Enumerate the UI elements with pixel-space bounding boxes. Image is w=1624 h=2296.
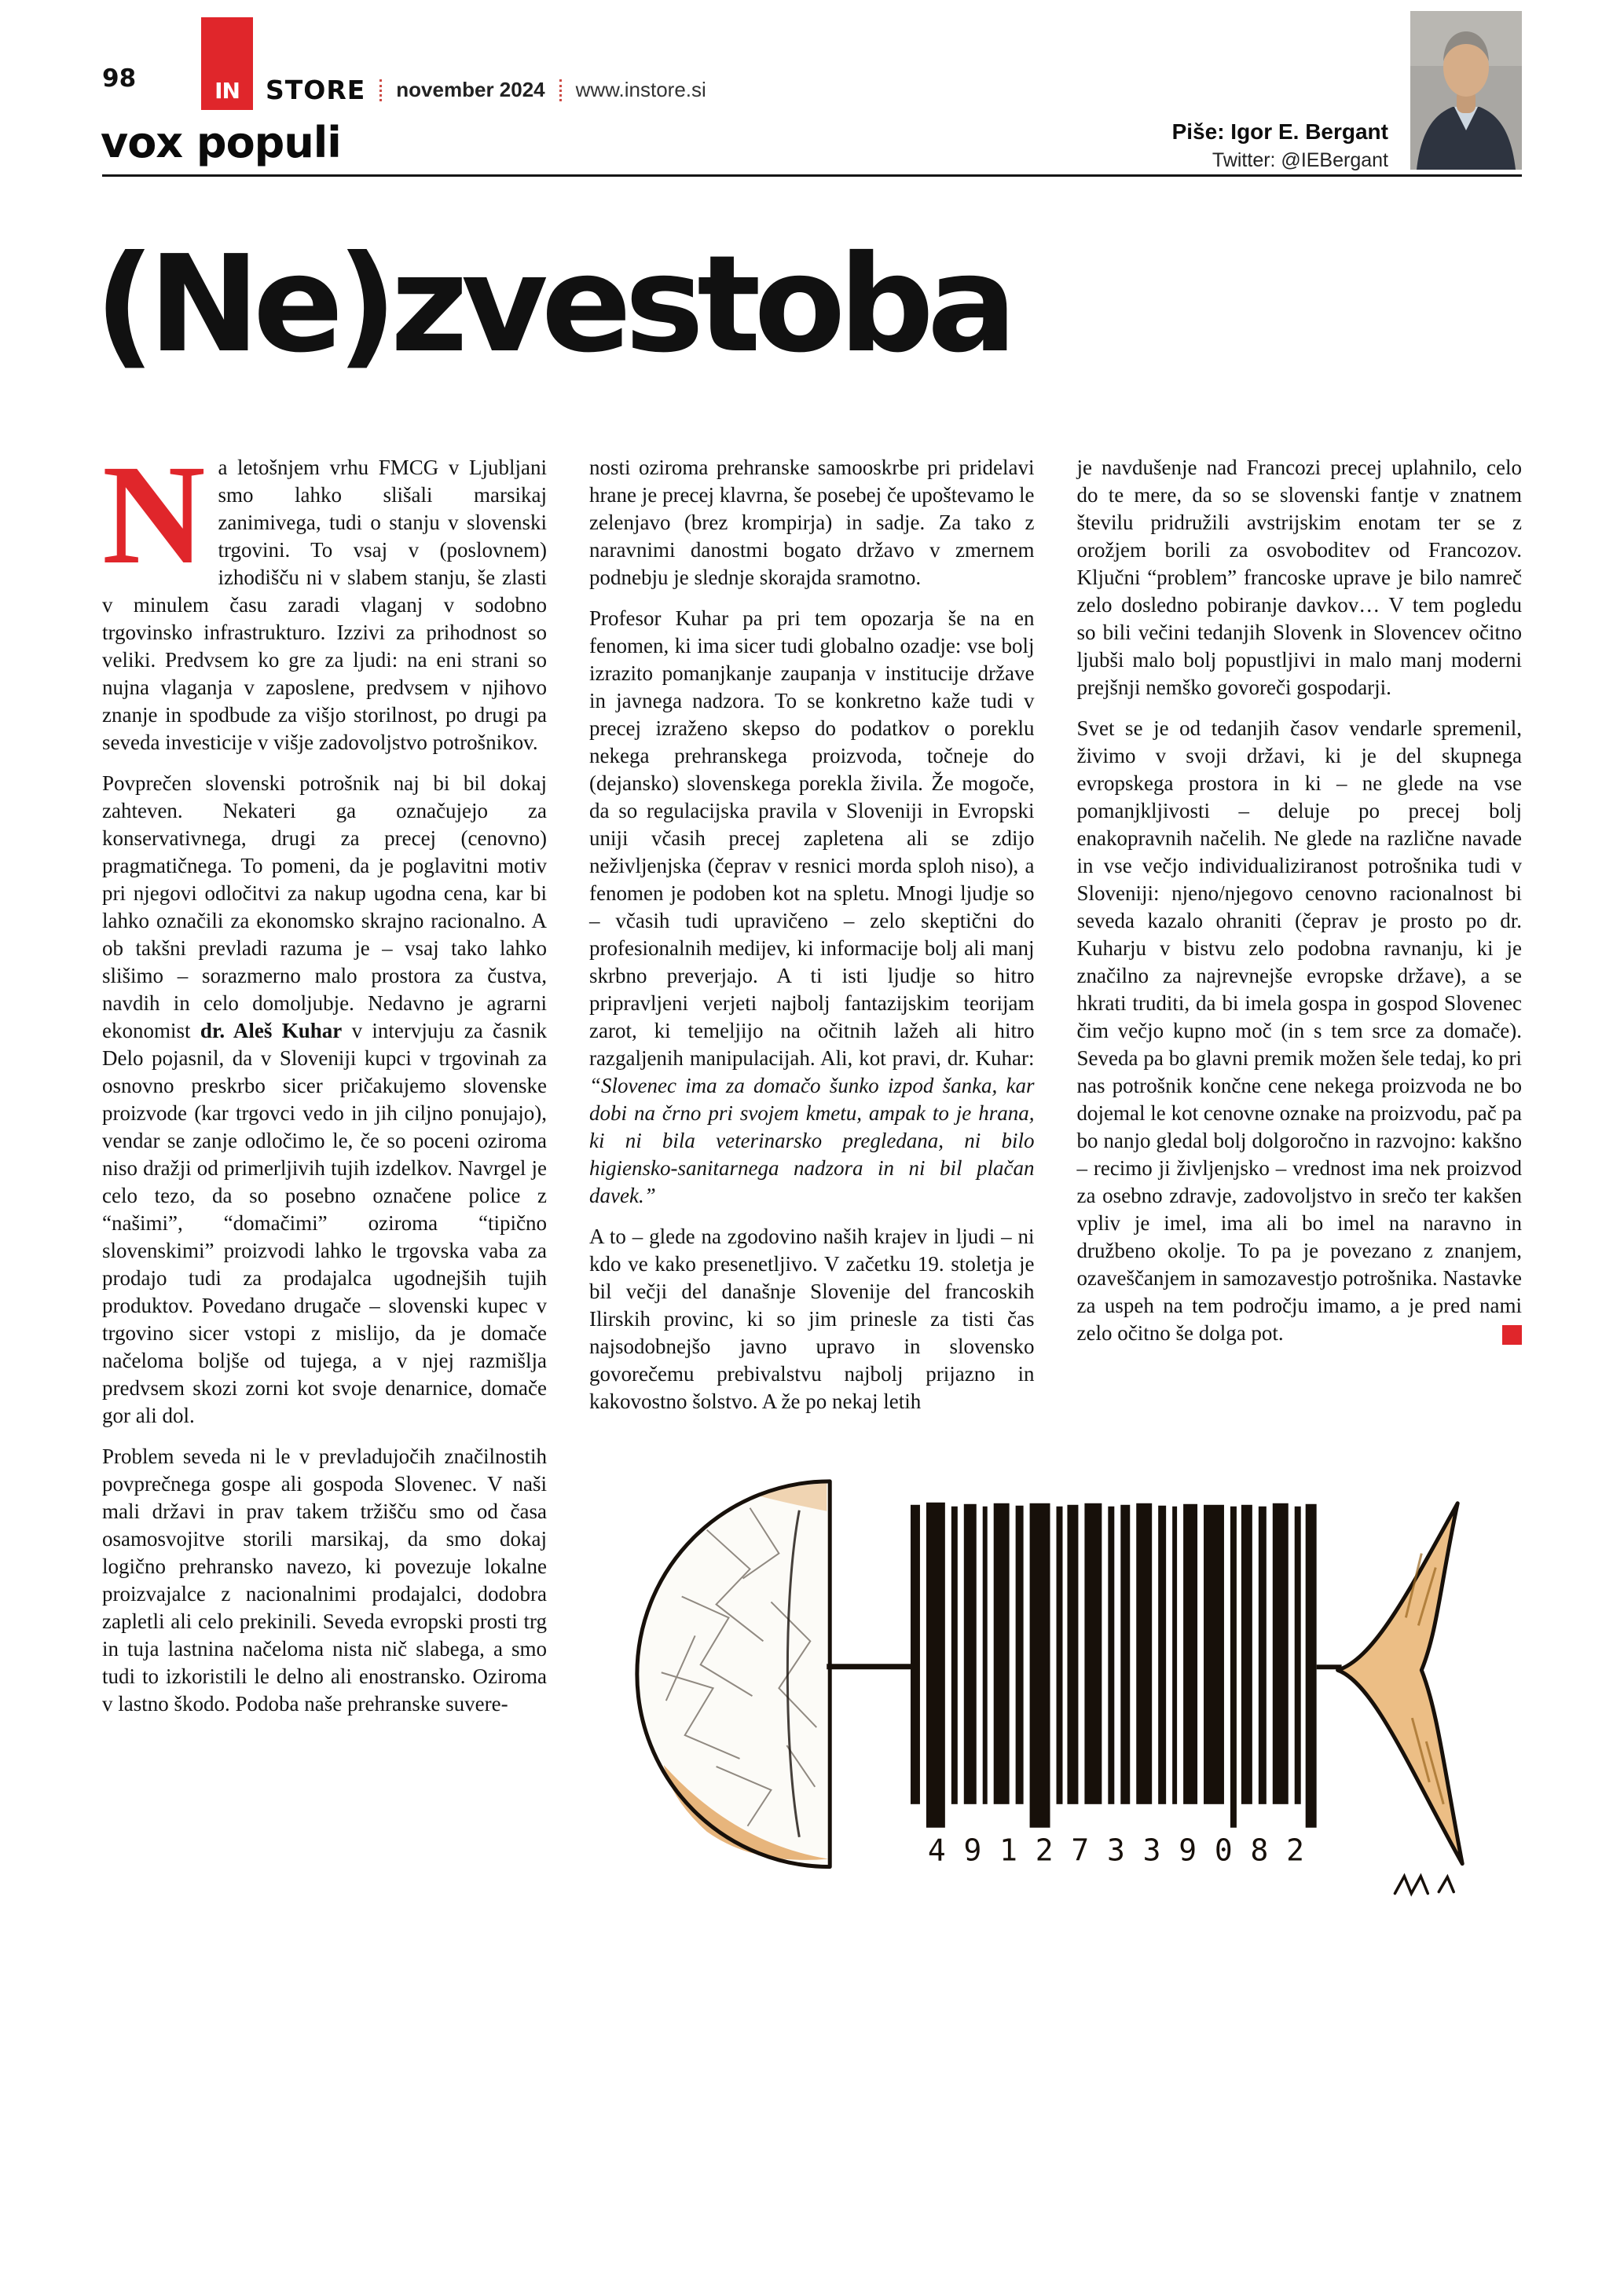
right-column-wrap [589,454,1522,2276]
author-name: Piše: Igor E. Bergant [1171,119,1388,144]
column-2 [589,454,1035,1415]
author-twitter: Twitter: @IEBergant [1212,149,1388,171]
text-run: nosti oziroma prehranske samooskrbe pri pridelavi hrane je precej klavrna, še posebej če upoštevamo le zelenjavo (brez krompirja) in sadje. Za tako z naravnimi danostmi bogato državo v zmernem podnebju je slednje skorajda sramotno. [589,456,1035,589]
paragraph [1077,715,1523,1347]
byline [1172,119,1388,172]
portrait-illustration [1410,11,1522,170]
website-url: www.instore.si [575,78,706,101]
fish-spine [827,1664,915,1669]
article-title: (Ne)zvestoba [94,227,1010,383]
instore-logo [201,17,706,110]
text-run: je navdušenje nad Francozi precej uplahnilo, celo do te mere, da so se slovenski fantje v znatnem številu pridružili avstrijskim enotam ter se z orožjem borili za osvoboditev od Francozov. Ključni “problem” francoske uprave je bilo namreč zelo dosledno pobiranje davkov… V tem pogledu so bili večini tedanjih Slovenk in Slovencev očitno ljubši malo bolj popustljivi in malo manj moderni prejšnji nemško govoreči gospodarji. [1076,456,1522,699]
text-run: Svet se je od tedanjih časov vendarle spremenil, živimo v svoji državi, ki je del skupnega evropskega prostora in ki – ne glede na vse pomanjkljivosti – deluje po precej bolj enakopravnih načelih. Ne glede na različne navade in vse večjo individualiziranost potrošnika tudi v Sloveniji: njeno/njegovo cenovno racionalnost bi seveda kazalo ohraniti (čeprav je prosto po dr. Kuharju v bistvu zelo podobna ravnanju, ki je značilno za najrevnejše evropske države), a se hkrati truditi, da bi imela gospa in gospod Slovenec čim večjo kupno moč (in s tem srce za domače). Seveda pa bo glavni premik možen šele tedaj, ko pri nas potrošnik končne cene nekega proizvoda ne bo dojemal le kot cenovne oznake na proizvodu, pač pa bo nanjo gledal bolj dolgoročno in razvojno: kakšno – recimo ji življenjsko – vrednost ima nek proizvod za osebno zdravje, zadovoljstvo in srečo ter kakšen vpliv je imel, ima ali bo imel na naravno in družbeno okolje. To pa je povezano z znanjem, ozaveščanjem in samozavestjo potrošnika. Nastavke za uspeh na tem področju imamo, a je pred nami zelo očitno še dolga pot. [1076,716,1522,1345]
paragraph [589,605,1035,1210]
masthead-row [266,75,706,110]
paragraph [102,770,547,1430]
paragraph [589,1223,1035,1415]
logo-in-text: IN [214,78,240,104]
logo-red-box [201,17,253,110]
section-title: vox populi [101,118,341,167]
logo-store-text: STORE [266,75,366,105]
page-number: 98 [102,64,137,93]
dropcap: N [102,454,206,594]
author-portrait [1410,11,1522,170]
column-3 [1077,454,1523,1415]
issue-date: november 2024 [396,78,545,101]
paragraph [589,454,1035,591]
barcode-fish-illustration [589,1436,1522,1906]
fish-svg [589,1436,1522,1906]
text-run: a letošnjem vrhu FMCG v Ljubljani smo lahko slišali marsikaj zanimivega, tudi o stanju v slovenski trgovini. To vsaj v (poslovnem) izhodišču ni v slabem stanju, še zlasti v minulem času zaradi vlaganj v sodobno trgovinsko infrastrukturo. Izzivi za prihodnost so veliki. Predvsem ko gre za ljudi: na eni strani so nujna vlaganja v zaposlene, predvsem v njihovo znanje in spodbude za višjo storilnost, po drugi pa seveda investicije v višje zadovoljstvo potrošnikov. [102,456,547,754]
text-run: Problem seveda ni le v prevladujočih značilnostih povprečnega gospe ali gospoda Slovenec. V naši mali državi in prav takem tržišču smo od časa osamosvojitve storili marsikaj, da smo dokaj logično prehransko navezo, ki povezuje lokalne proizvajalce z nacionalnimi prodajalci, dodobra zapletli ali celo prekinili. Seveda evropski prosti trg in tuja lastnina načeloma nista nič slabega, a smo tudi to izkoristili le delno ali enostransko. Oziroma v lastno škodo. Podoba naše prehranske suvere- [102,1445,547,1716]
text-run: Profesor Kuhar pa pri tem opozarja še na en fenomen, ki ima sicer tudi globalno ozadje: vse bolj izrazito pomanjkanje zaupanja v institucije države in javnega nadzora. To se konkretno kaže tudi v precej izraženo skepso do podatkov o poreklu nekega prehranskega proizvoda, točneje do (dejansko) slovenskega porekla živila. Že mogoče, da so regulacijska pravila v Sloveniji in Evropski uniji včasih precej zapletena ali se zdijo neživljenjska (čeprav v resnici morda sploh niso), a fenomen je podoben kot na spletu. Mnogi ljudje so – včasih tudi upravičeno – zelo skeptični do profesionalnih medijev, ki informacije bolj ali manj skrbno preverjajo. A ti isti ljudje so hitro pripravljeni verjeti najbolj fantazijskim teorijam zarot, ki temeljijo na očitnih lažeh ali hitro razgaljenih manipulacijah. Ali, kot pravi, dr. Kuhar: [589,606,1035,1070]
paragraph [102,454,547,756]
barcode-bars [911,1503,1317,1828]
barcode-digits: 4 9 1 2 7 3 3 9 0 8 2 [927,1833,1304,1868]
text-run: “Slovenec ima za domačo šunko izpod šanka, kar dobi na črno pri svojem kmetu, ampak to je hrana, ki ni bila veterinarsko pregledana, ni bilo higiensko-sanitarnega nadzora in ni bil plačan davek.” [589,1074,1035,1207]
text-run: dr. Aleš Kuhar [200,1019,343,1042]
paragraph [1077,454,1523,701]
masthead-separator [379,79,382,101]
article-body [102,454,1522,2276]
artist-signature [1395,1877,1454,1894]
header-rule [102,174,1522,177]
article-end-mark [1502,1325,1522,1345]
text-run: v intervjuju za časnik Delo pojasnil, da v Sloveniji kupci v trgovinah za osnovno preskrbo sicer pričakujemo slovenske proizvode (kar trgovci vedo in jih ciljno ponujajo), vendar se zanje odločimo le, če so poceni oziroma niso dražji od primerljivih tujih izdelkov. Navrgel je celo tezo, da so posebno označene police z “našimi”, “domačimi” oziroma “tipično slovenskimi” proizvodi lahko le trgovska vaba za prodajo tudi za prodajalca ugodnejših tujih produktov. Povedano drugače – slovenski kupec v trgovino sicer vstopi z mislijo, da je domače načeloma boljše od tujega, a v njej razmišlja predvsem skozi zorni kot svoje denarnice, domače gor ali dol. [102,1019,548,1427]
fish-tail [1338,1503,1463,1864]
masthead-separator [559,79,562,101]
paragraph [102,1443,547,1718]
text-run: A to – glede na zgodovino naših krajev in ljudi – ni kdo ve kako presenetljivo. V začetku 19. stoletja je bil večji del današnje Slovenije del francoskih Ilirskih provinc, ki so jim prinesle za tisti čas najsodobnejšo javno upravo in slovensko govorečemu prebivalstvu najbolj prijazno in kakovostno šolstvo. A že po nekaj letih [589,1225,1035,1413]
column-1 [102,454,547,2276]
fish-head [637,1481,830,1867]
text-run: Povprečen slovenski potrošnik naj bi bil dokaj zahteven. Nekateri ga označujejo za konservativnega, drugi za precej (cenovno) pragmatičnega. To pomeni, da je poglavitni motiv pri njegovi odločitvi za nakup ugodna cena, kar bi lahko označili za ekonomsko skrajno racionalno. A ob takšni prevladi razuma je – vsaj tako lahko slišimo – sorazmerno malo prostora za čustva, navdih in celo domoljubje. Nedavno je agrarni ekonomist [102,771,547,1042]
